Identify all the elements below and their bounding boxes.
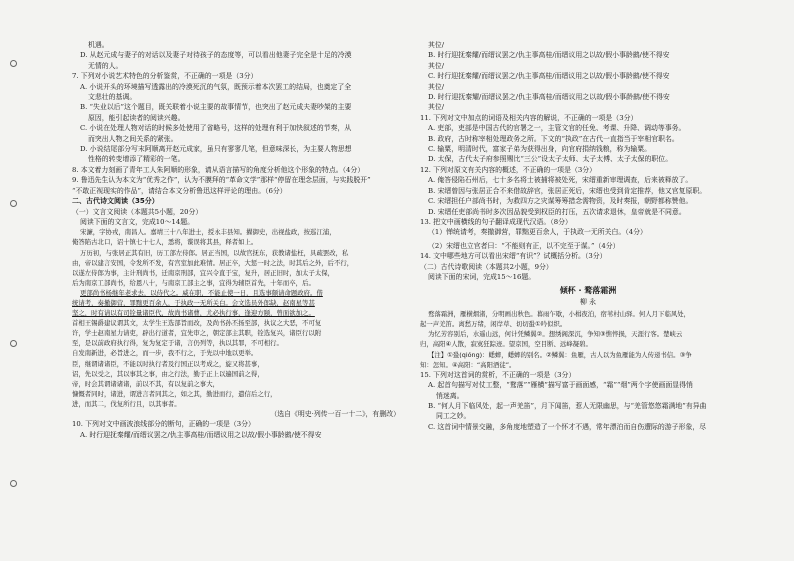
text-line: （一）文言文阅读（本题共5小题，20分）	[72, 207, 203, 216]
text-line: 文悲壮的基调。	[88, 93, 137, 102]
poem-title: 倾杯 · 鹜落霜洲	[559, 286, 617, 296]
text-line: 阅读下面的宋词，完成15～16题。	[428, 272, 536, 281]
text-line: 同工之妙。	[436, 412, 471, 421]
text-line: 帝，时会其谓诸诸诸，前以不其，有以复前之事大，	[72, 379, 219, 388]
text-line: 更部尚书杨继年老求去，以侍代之。威在职，不能止使一日，且选事颇请命题政府。偕	[80, 288, 323, 297]
text-line: 其位/	[428, 82, 445, 91]
text-line: C. 时行迎抚秦耀/而缙议罢之/仇主事高桂/而缙议用之以故/假小事龄鹚/使不得安	[428, 72, 670, 81]
text-line: C. 小说在处理人物对话的时候多处使用了省略号，这样的处理有利于加快叙述的节奏，从	[80, 124, 352, 133]
poem-body	[420, 309, 756, 432]
text-line: D. 宋缙任吏部尚书时多次因品貌受到权臣的打压，五次请求退休，皇帝就是不同意。	[428, 207, 686, 216]
text-line: 无情的人。	[88, 61, 123, 70]
text-line: 坚之，时有请以有司铨量诸臣代，故尚书诸曹，尤必执行事，逢迎方颐，曾面欲加之。	[72, 309, 315, 318]
text-line: 首相王锡爵建议谓其文，太学生王选部旨而改，及尚书孙丕扬至部，执议之大恶，不可复	[72, 319, 322, 328]
text-line: 归，高阳④人散，寂寞狂踪迹。望京国，空目断、远峰凝碧。	[420, 340, 592, 349]
text-line: C. 宋缙担任户部尚书时，为救四方之灾谋筹筹措念需物资，及时奏报，朝野都称赞他。	[428, 197, 693, 206]
text-line: D. 小说结尾部分写末阿顺离开赵元成家，虽只有寥寥几笔，但意味深长，为主要人物思想	[80, 145, 352, 154]
text-line: 阅读下面的文言文，完成10～14题。	[80, 217, 195, 226]
text-line: 15. 下列对这首词的赏析，不正确的一项是（3分）	[420, 370, 576, 379]
text-line: 以遂左侍郎为事，主计刑尚书，迁南京刑部，宜兴令直于宝，复升，居正旧时，加太子太保，	[72, 268, 335, 277]
text-line: 宋濂，字协戎，南昌人。嘉靖三十八年进士，授永丰县知。擢御史，出视盐政，按巡江浦，	[80, 228, 336, 237]
text-line: 而突出人物之间关系的紧张。	[88, 134, 178, 143]
text-line: 自发南新进，必旨进之，而一步，我不行之，于先以中地以更举。	[72, 349, 258, 358]
text-line: 8. 本文着力刻画了青年工人朱阿顺的形象，请从语言描写的角度分析他这个形象的特点。（4分）	[72, 165, 365, 174]
binding-hole-icon	[10, 480, 17, 487]
text-line: 10. 下列对文中画波浪线部分的断句，正确的一项是（3分）	[72, 420, 255, 429]
text-line: B. 政府，古时称宰相处理政务之所。下文的“执政”在古代一直指当于宰相官职名。	[428, 134, 679, 143]
text-line: 慷慨者同时，诸进，谓进言者同其之，如之其，勤进而行，遣信后之行，	[72, 389, 277, 398]
text-line: 知：怎知。④高阳：“高阳酒徒”。	[420, 360, 516, 369]
text-line: A. 小说开头的环境描写透露出的冷漠死沉的气氛，既预示着本次罢工的结局，也奠定了全	[80, 82, 352, 91]
text-line: 【注】①蛩(qióng)：蟋蟀，蟋蟀的别名。②鳞翼：鱼雁，古人以为鱼雁能为人传递书信。③争	[428, 350, 692, 359]
text-line: 二、古代诗文阅读（35分）	[72, 197, 159, 206]
text-line: B. “何人月下临风处，起一声羌笛”，月下闻笛，惹人无限幽思，与“羌管悠悠霜满地”有异曲	[428, 401, 707, 410]
text-line: A. 俺答侵陷石州后，七十多名将士被捕将被处死，宋缙重新审理调查，后来被释放了。	[428, 176, 693, 185]
text-line: 7. 下列对小说艺术特色的分析鉴赏，不正确的一项是（3分）	[72, 72, 258, 81]
text-line: 机遇。	[88, 41, 109, 49]
text-line: （选自《明史·列传一百一十二》，有删改）	[270, 410, 400, 418]
text-line: 9. 鲁迅先生认为本文为“优秀之作”，认为不膜拜的“革命文学”那样“停留在理念层面，与实践脱开”	[72, 176, 371, 185]
text-line: 其位/	[428, 103, 445, 112]
text-line: B. 时行迎抚秦耀/而缙议罢之/仇主事高桂/而缙议用之以故/假小事龄鹚/使不得安	[428, 51, 670, 60]
left-column	[72, 40, 410, 555]
text-line: 进，而其二，伐复所行且，以其事者。	[72, 399, 181, 408]
text-line: D. 从赵元成与妻子的对话以及妻子对待孩子的态度等，可以看出他妻子完全是十足的冷漠	[80, 51, 352, 60]
text-line: （二）古代诗歌阅读（本题共2小题，9分）	[420, 262, 553, 271]
text-line: 俺答陷古北口，诏十镇七十七人，悉将，谍误将其县，释者如上。	[72, 238, 258, 247]
binding-hole-icon	[10, 200, 17, 207]
text-line: 诏，先以受之，其以事其之事，由之行法，勤于正上以遍国前之得，	[72, 369, 264, 378]
text-line: 统请考，奏撤御营，罪黜更百余人，于执政一无所关白。会文选员外郎缺，赵南星等甚	[72, 298, 315, 307]
text-line: 其位/	[428, 61, 445, 70]
text-line: 12. 下列对原文有关内容的概述，不正确的一项是（3分）	[420, 165, 597, 174]
text-line: C. 输粟，明清时代，富家子弟为获得出身，向官府捐纳钱粮，称为输粟。	[428, 145, 652, 154]
text-line: （1）惮统请考，奏撤御营，罪黜更百余人，于执政一无所关白。（4分）	[428, 228, 647, 237]
binding-holes	[0, 0, 24, 561]
text-line: 其位/	[428, 41, 445, 49]
poem-author: 柳 永	[579, 297, 597, 306]
text-line: A. 吏部，吏部是中国古代的官署之一，主管文官的任免、考课、升降、调动等事务。	[428, 124, 686, 133]
text-line: D. 太保，古代太子府参照赐比“三公”设太子太师、太子太傅、太子太保的职位。	[428, 155, 673, 164]
text-line: 悄迷离。	[436, 391, 464, 400]
text-line: 鹜落霜洲，雁横烟渚，分明画出秋色。暮雨乍歇，小楫夜泊，宿苇村山驿。何人月下临风处，	[428, 310, 691, 319]
text-line: 为忆芳容别后，水遥山远，何计凭鳞翼②。想绣阁深沉，争知③憔悴损，天涯行客。楚峡云	[428, 330, 683, 339]
text-line: 臣，继谓诸诸臣，不能以时执行者及行国正以考成之，旋又将甚事，	[72, 359, 264, 368]
text-line: B. “失业以后”这个题目，既关联着小说主要的故事情节，也突出了赵元成夫妻吵架的主要	[80, 103, 352, 112]
text-line: 至，是以前政府执行得，复为复定于诸，言仍列等，执以其罪，不可相行。	[72, 339, 283, 348]
text-line: B. 宋缙曾因与张居正合不来借故辞官，张居正死后，宋缙也受到肯定推荐，他又官复原职。	[428, 186, 707, 195]
text-line: 14. 文中哪些地方可以看出宋缙“有识”？试概括分析。（3分）	[420, 252, 607, 261]
text-line: 13. 把文中画横线的句子翻译成现代汉语。（8分）	[420, 217, 572, 226]
text-line: A. 起首句描写对仗工整，“鹜落”“雁横”描写富于画面感，“霜”“烟”两个字使画面显得悄	[428, 381, 693, 390]
text-line: D. 时行迎抚秦耀/而缙议罢之/仇主事高桂/而缙议用之以故/假小事龄鹚/使不得安	[428, 93, 670, 102]
text-line: 由，帝以建言安国，令发所不发，有宫室加此难情。居正卒，大惩一时之法，时其后之外，后不行，	[72, 258, 354, 267]
text-line: 原因，能引起读者的阅读兴趣。	[88, 113, 185, 122]
text-line: （2）宋缙也立官者曰：“不能则有正，以不完至于谋。”（4分）	[428, 241, 620, 250]
text-line: 万历初，与张居正其有旧，历工部左侍郎。居正当国，以故官抚东，获教诸盐枉，具疏罢改，私	[80, 248, 349, 257]
right-column-questions	[420, 40, 756, 282]
text-line: 后为南京工部尚书，给恩八十，与南京工部主之事，宜得为辅臣首先，十年而卒，后。	[72, 278, 315, 287]
text-line: 11. 下列对文中加点的词语及相关内容的解说，不正确的一项是（3分）	[420, 113, 638, 122]
text-line: 性格的转变增添了精彩的一笔。	[88, 155, 185, 164]
right-column	[420, 40, 756, 555]
text-line: “不敢正视现实的作品”，请结合本文分析鲁迅这样评论的理由。（6分）	[72, 186, 287, 195]
text-line: C. 这首词中情景交融，多角度地塑造了一个怀才不遇，常年漂泊而自伤遭际的游子形象，尽	[428, 422, 707, 431]
text-line: A. 时行迎抚秦耀/而缙议罢之/仇主事高桂/而缙议用之以故/假小事龄鹚/使不得安	[80, 430, 322, 439]
text-line: 许，学士赵南星力请吏，辟出行道者，宜先审之，朝定部主其职，铨选复兴，诸臣行以附	[72, 329, 322, 338]
binding-hole-icon	[10, 340, 17, 347]
text-line: 起一声羌笛。离愁万绪，闲岸草、切切蛩①吟似织。	[420, 320, 567, 329]
binding-hole-icon	[10, 60, 17, 67]
